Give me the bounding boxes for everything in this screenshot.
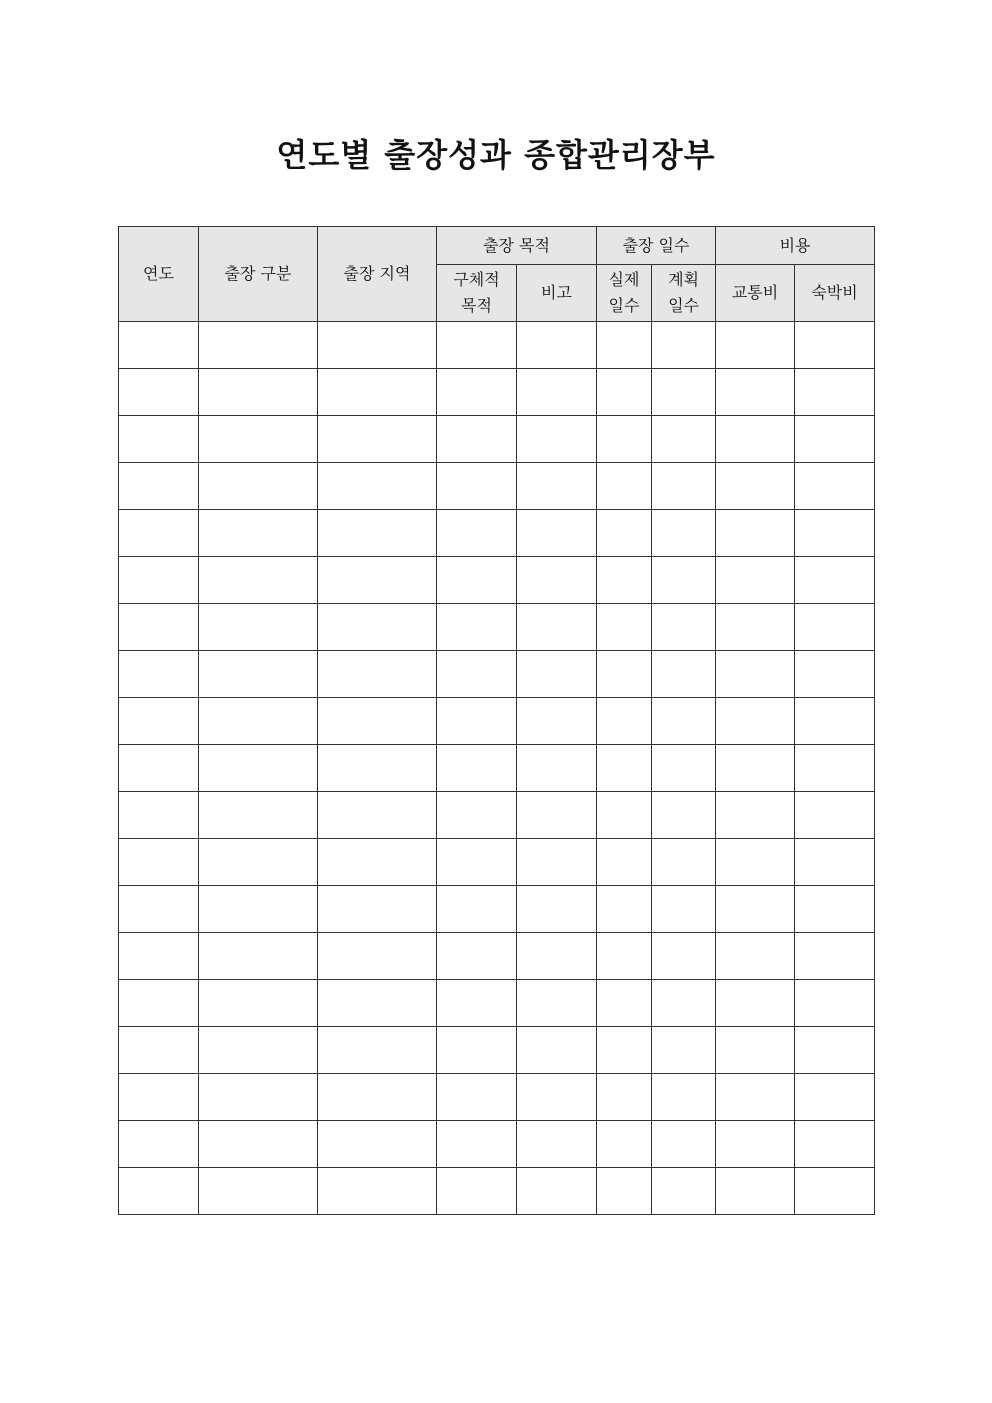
cost-transport-cell[interactable] [716,557,795,604]
days-actual-cell[interactable] [597,792,652,839]
days-actual-cell[interactable] [597,651,652,698]
trip-type-cell[interactable] [199,886,318,933]
header-purpose-note: 비고 [517,265,597,322]
purpose-note-cell[interactable] [517,980,597,1027]
trip-region-cell[interactable] [318,1121,437,1168]
trip-region-cell[interactable] [318,510,437,557]
header-days-planned-line1: 계획 [668,270,699,289]
purpose-specific-cell[interactable] [437,416,517,463]
purpose-note-cell[interactable] [517,1121,597,1168]
days-actual-cell[interactable] [597,745,652,792]
cost-lodging-cell[interactable] [795,651,875,698]
year-cell[interactable] [119,369,199,416]
purpose-note-cell[interactable] [517,1074,597,1121]
cost-lodging-cell[interactable] [795,698,875,745]
purpose-specific-cell[interactable] [437,933,517,980]
table-row [119,698,875,745]
purpose-specific-cell[interactable] [437,698,517,745]
days-planned-cell[interactable] [652,886,716,933]
table-header [119,227,875,322]
table-row [119,1027,875,1074]
table-row [119,1074,875,1121]
table-row [119,980,875,1027]
cost-transport-cell[interactable] [716,839,795,886]
trip-region-cell[interactable] [318,792,437,839]
days-actual-cell[interactable] [597,369,652,416]
cost-lodging-cell[interactable] [795,604,875,651]
table-row [119,933,875,980]
days-planned-cell[interactable] [652,557,716,604]
cost-lodging-cell[interactable] [795,980,875,1027]
trip-region-cell[interactable] [318,651,437,698]
trip-type-cell[interactable] [199,604,318,651]
table-row [119,369,875,416]
year-cell[interactable] [119,557,199,604]
days-planned-cell[interactable] [652,1121,716,1168]
header-cost-lodging: 숙박비 [795,265,875,322]
cost-transport-cell[interactable] [716,698,795,745]
purpose-note-cell[interactable] [517,604,597,651]
trip-region-cell[interactable] [318,839,437,886]
trip-region-cell[interactable] [318,604,437,651]
trip-type-cell[interactable] [199,416,318,463]
purpose-specific-cell[interactable] [437,369,517,416]
purpose-specific-cell[interactable] [437,322,517,369]
days-actual-cell[interactable] [597,886,652,933]
header-days-actual [597,265,652,322]
purpose-note-cell[interactable] [517,416,597,463]
days-planned-cell[interactable] [652,1168,716,1215]
cost-transport-cell[interactable] [716,1168,795,1215]
days-planned-cell[interactable] [652,698,716,745]
trip-region-cell[interactable] [318,745,437,792]
year-cell[interactable] [119,792,199,839]
days-actual-cell[interactable] [597,839,652,886]
table-row [119,604,875,651]
days-actual-cell[interactable] [597,557,652,604]
cost-transport-cell[interactable] [716,322,795,369]
header-trip-purpose: 출장 목적 [437,227,597,265]
year-cell[interactable] [119,463,199,510]
header-trip-days: 출장 일수 [597,227,716,265]
cost-lodging-cell[interactable] [795,510,875,557]
purpose-note-cell[interactable] [517,745,597,792]
header-row-top [119,227,875,265]
year-cell[interactable] [119,1168,199,1215]
header-purpose-specific [437,265,517,322]
trip-region-cell[interactable] [318,369,437,416]
cost-lodging-cell[interactable] [795,1027,875,1074]
header-days-planned-line2: 일수 [668,296,699,315]
header-purpose-specific-line2: 목적 [461,296,492,315]
purpose-specific-cell[interactable] [437,1027,517,1074]
purpose-specific-cell[interactable] [437,980,517,1027]
purpose-specific-cell[interactable] [437,839,517,886]
cost-transport-cell[interactable] [716,745,795,792]
purpose-specific-cell[interactable] [437,1168,517,1215]
cost-transport-cell[interactable] [716,980,795,1027]
purpose-specific-cell[interactable] [437,510,517,557]
table-row [119,322,875,369]
trip-type-cell[interactable] [199,1027,318,1074]
purpose-note-cell[interactable] [517,369,597,416]
header-days-actual-line1: 실제 [608,270,640,289]
cost-lodging-cell[interactable] [795,1121,875,1168]
header-days-actual-line2: 일수 [608,296,640,315]
header-trip-region: 출장 지역 [318,227,437,322]
cost-lodging-cell[interactable] [795,557,875,604]
trip-type-cell[interactable] [199,651,318,698]
table-row [119,792,875,839]
cost-transport-cell[interactable] [716,1027,795,1074]
purpose-note-cell[interactable] [517,886,597,933]
table-row [119,1121,875,1168]
year-cell[interactable] [119,510,199,557]
purpose-note-cell[interactable] [517,698,597,745]
purpose-note-cell[interactable] [517,792,597,839]
table-row [119,416,875,463]
year-cell[interactable] [119,698,199,745]
cost-lodging-cell[interactable] [795,1074,875,1121]
cost-transport-cell[interactable] [716,1074,795,1121]
purpose-specific-cell[interactable] [437,1121,517,1168]
cost-transport-cell[interactable] [716,933,795,980]
page-title: 연도별 출장성과 종합관리장부 [276,136,716,174]
trip-region-cell[interactable] [318,698,437,745]
purpose-note-cell[interactable] [517,933,597,980]
year-cell[interactable] [119,604,199,651]
table-row [119,510,875,557]
trip-region-cell[interactable] [318,416,437,463]
trip-type-cell[interactable] [199,745,318,792]
cost-transport-cell[interactable] [716,369,795,416]
trip-type-cell[interactable] [199,369,318,416]
trip-type-cell[interactable] [199,933,318,980]
year-cell[interactable] [119,1121,199,1168]
table-body [119,322,875,1215]
days-actual-cell[interactable] [597,1074,652,1121]
purpose-specific-cell[interactable] [437,463,517,510]
cost-transport-cell[interactable] [716,604,795,651]
trip-region-cell[interactable] [318,1027,437,1074]
purpose-specific-cell[interactable] [437,604,517,651]
purpose-note-cell[interactable] [517,651,597,698]
days-planned-cell[interactable] [652,1074,716,1121]
days-actual-cell[interactable] [597,322,652,369]
cost-lodging-cell[interactable] [795,322,875,369]
cost-lodging-cell[interactable] [795,886,875,933]
days-actual-cell[interactable] [597,1168,652,1215]
header-days-planned [652,265,716,322]
purpose-note-cell[interactable] [517,839,597,886]
trip-type-cell[interactable] [199,1074,318,1121]
header-cost: 비용 [716,227,875,265]
cost-transport-cell[interactable] [716,463,795,510]
days-planned-cell[interactable] [652,839,716,886]
year-cell[interactable] [119,651,199,698]
purpose-note-cell[interactable] [517,322,597,369]
trip-region-cell[interactable] [318,1074,437,1121]
purpose-note-cell[interactable] [517,1168,597,1215]
purpose-specific-cell[interactable] [437,792,517,839]
days-planned-cell[interactable] [652,651,716,698]
days-planned-cell[interactable] [652,1027,716,1074]
days-planned-cell[interactable] [652,416,716,463]
trip-region-cell[interactable] [318,463,437,510]
purpose-specific-cell[interactable] [437,1074,517,1121]
trip-region-cell[interactable] [318,322,437,369]
cost-lodging-cell[interactable] [795,463,875,510]
days-actual-cell[interactable] [597,933,652,980]
days-planned-cell[interactable] [652,933,716,980]
year-cell[interactable] [119,839,199,886]
table-row [119,463,875,510]
cost-transport-cell[interactable] [716,886,795,933]
year-cell[interactable] [119,980,199,1027]
header-trip-type: 출장 구분 [199,227,318,322]
year-cell[interactable] [119,1027,199,1074]
days-planned-cell[interactable] [652,322,716,369]
purpose-specific-cell[interactable] [437,651,517,698]
table-row [119,557,875,604]
trip-region-cell[interactable] [318,980,437,1027]
cost-transport-cell[interactable] [716,792,795,839]
purpose-note-cell[interactable] [517,1027,597,1074]
days-actual-cell[interactable] [597,698,652,745]
days-actual-cell[interactable] [597,510,652,557]
header-cost-transport: 교통비 [716,265,795,322]
trip-type-cell[interactable] [199,322,318,369]
cost-lodging-cell[interactable] [795,839,875,886]
purpose-specific-cell[interactable] [437,745,517,792]
year-cell[interactable] [119,1074,199,1121]
trip-type-cell[interactable] [199,698,318,745]
days-planned-cell[interactable] [652,792,716,839]
table-row [119,886,875,933]
days-planned-cell[interactable] [652,510,716,557]
year-cell[interactable] [119,933,199,980]
header-year: 연도 [119,227,199,322]
days-actual-cell[interactable] [597,980,652,1027]
trip-type-cell[interactable] [199,1121,318,1168]
cost-transport-cell[interactable] [716,651,795,698]
trip-type-cell[interactable] [199,792,318,839]
trip-region-cell[interactable] [318,557,437,604]
days-planned-cell[interactable] [652,745,716,792]
year-cell[interactable] [119,886,199,933]
trip-region-cell[interactable] [318,1168,437,1215]
trip-type-cell[interactable] [199,980,318,1027]
days-planned-cell[interactable] [652,463,716,510]
days-actual-cell[interactable] [597,1121,652,1168]
trip-type-cell[interactable] [199,557,318,604]
days-actual-cell[interactable] [597,1027,652,1074]
table-row [119,745,875,792]
trip-type-cell[interactable] [199,510,318,557]
table-row [119,839,875,886]
year-cell[interactable] [119,745,199,792]
purpose-specific-cell[interactable] [437,557,517,604]
cost-lodging-cell[interactable] [795,745,875,792]
purpose-note-cell[interactable] [517,510,597,557]
days-planned-cell[interactable] [652,980,716,1027]
trip-type-cell[interactable] [199,839,318,886]
travel-ledger-table [118,226,875,1215]
cost-lodging-cell[interactable] [795,1168,875,1215]
cost-transport-cell[interactable] [716,510,795,557]
purpose-specific-cell[interactable] [437,886,517,933]
purpose-note-cell[interactable] [517,463,597,510]
trip-type-cell[interactable] [199,1168,318,1215]
cost-transport-cell[interactable] [716,1121,795,1168]
cost-lodging-cell[interactable] [795,416,875,463]
days-actual-cell[interactable] [597,416,652,463]
table-row [119,651,875,698]
year-cell[interactable] [119,416,199,463]
header-purpose-specific-line1: 구체적 [453,270,500,289]
trip-region-cell[interactable] [318,886,437,933]
trip-region-cell[interactable] [318,933,437,980]
trip-type-cell[interactable] [199,463,318,510]
year-cell[interactable] [119,322,199,369]
cost-lodging-cell[interactable] [795,369,875,416]
cost-lodging-cell[interactable] [795,933,875,980]
purpose-note-cell[interactable] [517,557,597,604]
days-actual-cell[interactable] [597,604,652,651]
days-planned-cell[interactable] [652,604,716,651]
cost-transport-cell[interactable] [716,416,795,463]
cost-lodging-cell[interactable] [795,792,875,839]
table-row [119,1168,875,1215]
days-planned-cell[interactable] [652,369,716,416]
days-actual-cell[interactable] [597,463,652,510]
